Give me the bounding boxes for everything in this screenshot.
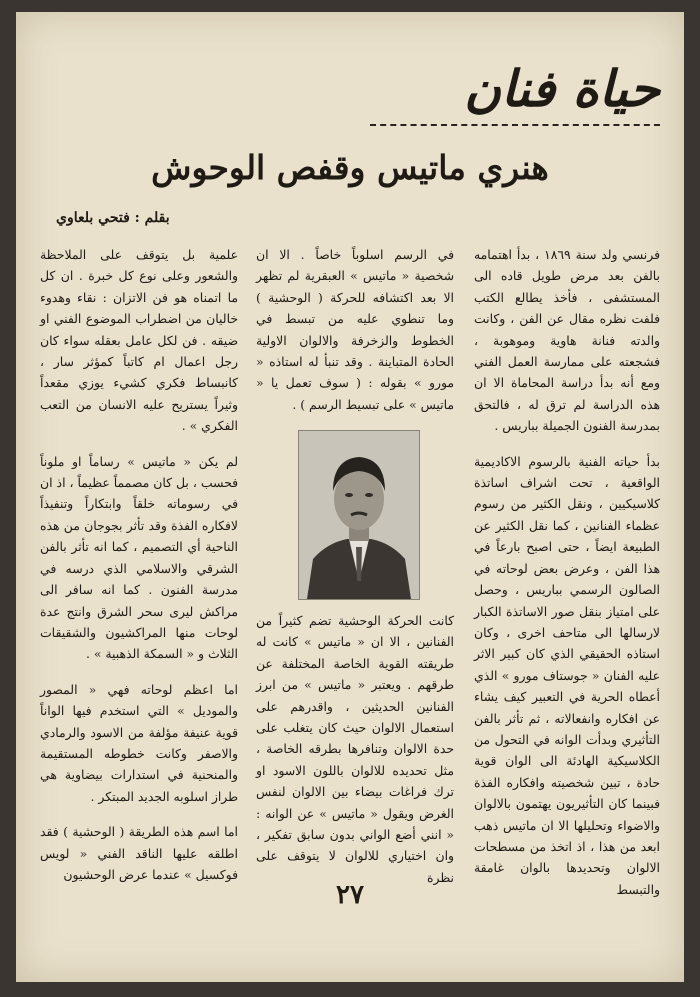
masthead-divider xyxy=(370,124,660,126)
article-headline: هنري ماتيس وقفص الوحوش xyxy=(151,148,549,187)
text-column-middle-bottom xyxy=(256,610,454,902)
author-portrait-photo xyxy=(298,430,420,600)
magazine-page xyxy=(16,12,684,982)
paragraph: علمية بل يتوقف على الملاحظة والشعور وعلى نوع كل خبرة . ان كل ما اتمناه هو فن الاتزان : نقاء وهدوء خاليان من اضطراب الموضوع الفني او ضيقه . فن لكل عامل بعقله سواء كان رجل اعمال ام كاتباً كمؤثر سار ، كانبساط فكري كشيء يوزي مقعداً وثيراً يستريح عليه الانسان من التعب الفكري » . xyxy=(40,247,238,434)
paragraph: في الرسم اسلوباً خاصاً . الا ان شخصية « ماتيس » العبقرية لم تظهر الا بعد اكتشافه للحركة ( الوحشية ) وما تنطوي عليه من تبسط في الخطوط والزخرفة والالوان الاولية الحادة المتباينة . وقد تنبأ له استاذه « مورو » بقوله : ( سوف تعمل يا « ماتيس » على تبسيط الرسم ) . xyxy=(256,247,454,412)
paragraph: اما اعظم لوحاته فهي « المصور والموديل » التي استخدم فيها الواناً قوية عنيفة مؤلفة من الاسود والرمادي والاصفر وكانت خطوطه المستقيمة والمنحنية في استدارات بيضاوية هي طراز اسلوبه الجديد المبتكر . xyxy=(40,681,238,804)
text-column-right xyxy=(474,244,660,897)
page-number: ٢٧ xyxy=(336,880,364,910)
portrait-illustration xyxy=(299,431,419,599)
article-byline: بقلم : فتحي بلعاوي xyxy=(56,210,170,226)
page-sheet xyxy=(16,12,684,982)
paragraph: لم يكن « ماتيس » رساماً او ملوناً فحسب ، بل كان مصمماً عظيماً ، اذ ان في رسوماته خلقاً وابتكاراً وتنفيذاً لافكاره الفذة وقد تأثر بجوجان من هذه الناحية أي التصميم ، كما انه تأثر بالفن الشرقي والاسلامي الذي درسه في مدرسة الفنون . كما انه سافر الى مراكش ليرى سحر الشرق وانتج عدة لوحات منها المراكشيون والشقيقات الثلاث و « السمكة الذهبية » . xyxy=(40,453,238,662)
text-column-left xyxy=(40,244,238,904)
paragraph: اما اسم هذه الطريقة ( الوحشية ) فقد اطلقه عليها الناقد الفني « لويس فوكسيل » عندما عرض الوحشيون xyxy=(40,824,238,882)
section-masthead: حياة فنان xyxy=(464,59,660,118)
paragraph: فرنسي ولد سنة ١٨٦٩ ، بدأ اهتمامه بالفن بعد مرض طويل قاده الى المستشفى ، فأخذ يطالع الكتب فلفت نظره مقال عن الفن ، وكانت والدته فنانة هاوية وموهوبة ، فشجعته على ممارسة العمل الفني ومع أنه بدأ دراسة المحاماة الا ان هذه الدراسة لم ترق له ، فالتحق بمدرسة الفنون الجميلة بباريس . xyxy=(474,247,660,434)
text-column-middle-top xyxy=(256,244,454,412)
paragraph: بدأ حياته الفنية بالرسوم الاكاديمية الواقعية ، تحت اشراف اساتذة كلاسيكيين ، ونقل الكثير من رسوم عظماء الفنانين ، كما نقل الكثير عن الطبيعة ايضاً ، حتى اصبح بارعاً في هذا الفن ، وعرض بعض لوحاته في الصالون الرسمي بباريس ، وحصل على امتياز بنقل صور الاساتذة الكبار لارسالها الى متاحف اخرى ، وكان استاذه الحقيقي الذي كان كبير الاثر عليه الفنان « جوستاف مورو » الذي أعطاه الحرية في التعبير كيف يشاء عن افكاره وانفعالاته ، ثم تأثر بالفن التأثيري وبدأت الوانه في التحول من الكلاسيكية الهادئة الى الوان قوية حادة ، تبين شخصيته وافكاره الفذة فبينما كان التأثيريون يهتمون بالالوان والاضواء وتحليلها الا ان ماتيس ذهب ابعد من هذا ، اذ اتخذ من مسطحات الالوان وتحديدها بالوان غامقة والتبسط xyxy=(474,453,660,897)
paragraph: كانت الحركة الوحشية تضم كثيراً من الفنانين ، الا ان « ماتيس » كانت له طريقته القوية الخاصة المختلفة عن طرقهم . ويعتبر « ماتيس » من ابرز الفنانين الحديثين ، واقدرهم على استعمال الالوان حيث كان يتغلب على حدة الالوان وتنافرها بطرقه الخاصة ، مثل تحديده للالوان باللون الاسود او ترك فراغات بيضاء بين الالوان لنفس الغرض ويقول « ماتيس » عن الوانه : « انني أضع الواني بدون سابق تفكير ، وان اختياري للالوان لا يتوقف على نظرة xyxy=(256,613,454,885)
